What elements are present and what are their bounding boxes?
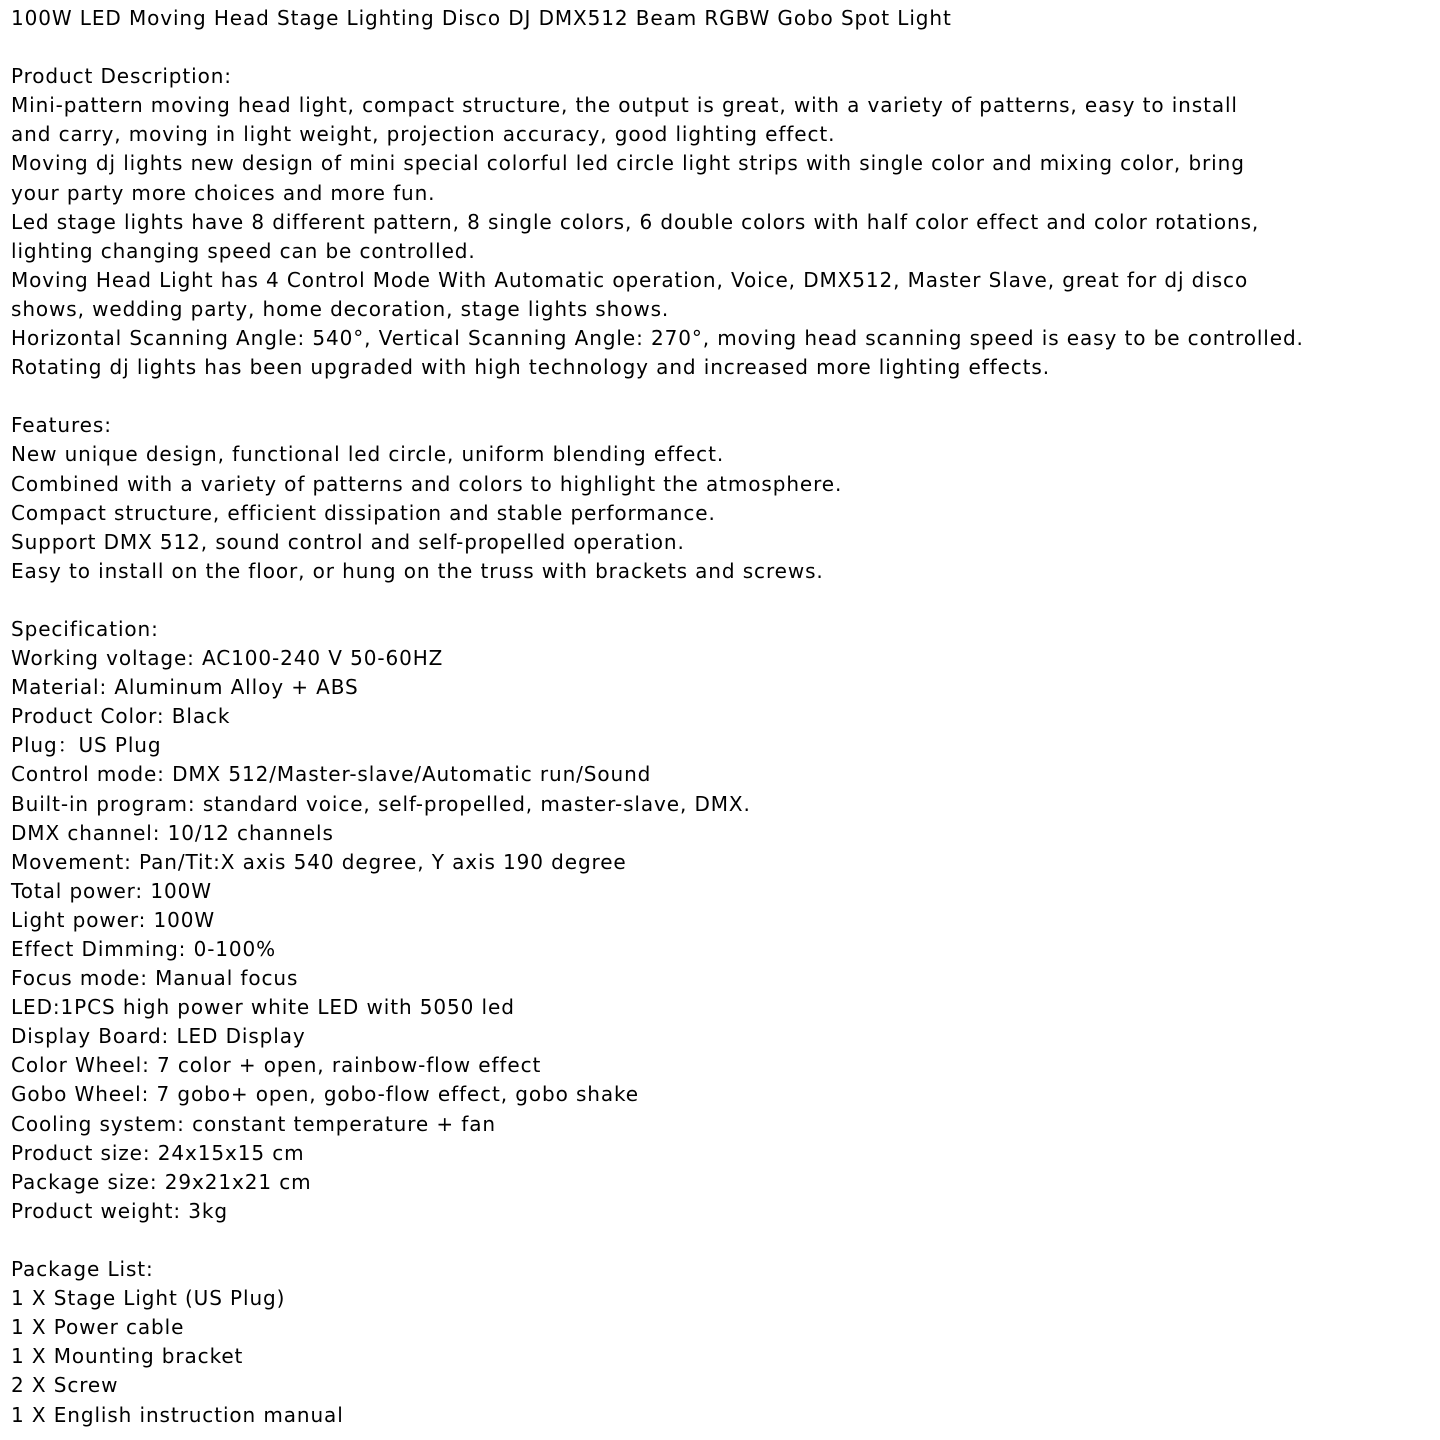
features-section — [11, 411, 1430, 586]
package-section — [11, 1255, 1430, 1430]
spec-line: Gobo Wheel: 7 gobo+ open, gobo-flow effect, gobo shake — [11, 1082, 640, 1107]
package-heading: Package List: — [11, 1257, 154, 1282]
spec-line: Light power: 100W — [11, 907, 216, 932]
spec-line: Plug：US Plug — [11, 733, 162, 758]
description-heading: Product Description: — [11, 64, 232, 89]
spec-line: LED:1PCS high power white LED with 5050 led — [11, 995, 515, 1020]
spec-line: Working voltage: AC100-240 V 50-60HZ — [11, 646, 444, 671]
description-line: lighting changing speed can be controlled. — [11, 238, 476, 263]
package-item: 1 X Stage Light (US Plug) — [11, 1286, 286, 1311]
description-line: your party more choices and more fun. — [11, 180, 436, 205]
description-line: Horizontal Scanning Angle: 540°, Vertical Scanning Angle: 270°, moving head scanning speed is easy to be controlled. — [11, 326, 1304, 351]
product-title: 100W LED Moving Head Stage Lighting Disco DJ DMX512 Beam RGBW Gobo Spot Light — [11, 6, 952, 30]
spec-line: Color Wheel: 7 color + open, rainbow-flow effect — [11, 1053, 542, 1078]
specification-section — [11, 615, 1430, 1226]
spec-line: Package size: 29x21x21 cm — [11, 1169, 312, 1194]
spacer — [11, 33, 1430, 62]
spacer — [11, 382, 1430, 411]
description-section — [11, 62, 1430, 382]
description-line: Moving dj lights new design of mini special colorful led circle light strips with single color and mixing color, bring — [11, 151, 1245, 176]
package-item: 1 X Mounting bracket — [11, 1344, 244, 1369]
spacer — [11, 1226, 1430, 1255]
description-line: Moving Head Light has 4 Control Mode With Automatic operation, Voice, DMX512, Master Slave, great for dj disco — [11, 267, 1249, 292]
spec-line: Focus mode: Manual focus — [11, 966, 299, 991]
spacer — [11, 586, 1430, 615]
spec-line: Effect Dimming: 0-100% — [11, 937, 277, 961]
feature-line: Compact structure, efficient dissipation and stable performance. — [11, 500, 716, 525]
description-line: Led stage lights have 8 different pattern, 8 single colors, 6 double colors with half color effect and color rotations, — [11, 209, 1260, 234]
package-item: 1 X English instruction manual — [11, 1402, 344, 1427]
description-line: Mini-pattern moving head light, compact structure, the output is great, with a variety of patterns, easy to install — [11, 93, 1238, 118]
feature-line: New unique design, functional led circle, uniform blending effect. — [11, 442, 725, 467]
spec-line: Display Board: LED Display — [11, 1024, 306, 1049]
feature-line: Support DMX 512, sound control and self-propelled operation. — [11, 529, 685, 554]
spec-line: Total power: 100W — [11, 878, 212, 903]
feature-line: Easy to install on the floor, or hung on the truss with brackets and screws. — [11, 558, 824, 583]
spec-line: Product weight: 3kg — [11, 1198, 228, 1223]
package-item: 1 X Power cable — [11, 1315, 185, 1340]
description-line: shows, wedding party, home decoration, stage lights shows. — [11, 296, 670, 321]
spec-line: Material: Aluminum Alloy + ABS — [11, 675, 359, 700]
description-line: and carry, moving in light weight, projection accuracy, good lighting effect. — [11, 122, 836, 147]
specification-heading: Specification: — [11, 616, 159, 641]
spec-line: Built-in program: standard voice, self-propelled, master-slave, DMX. — [11, 791, 751, 816]
spec-line: Product size: 24x15x15 cm — [11, 1140, 305, 1165]
feature-line: Combined with a variety of patterns and colors to highlight the atmosphere. — [11, 471, 843, 496]
spec-line: Movement: Pan/Tit:X axis 540 degree, Y axis 190 degree — [11, 849, 627, 874]
features-heading: Features: — [11, 413, 112, 438]
spec-line: Control mode: DMX 512/Master-slave/Automatic run/Sound — [11, 762, 652, 787]
spec-line: Product Color: Black — [11, 704, 231, 729]
package-item: 2 X Screw — [11, 1373, 119, 1398]
spec-line: Cooling system: constant temperature + fan — [11, 1111, 496, 1136]
description-line: Rotating dj lights has been upgraded with high technology and increased more lighting effects. — [11, 355, 1050, 380]
spec-line: DMX channel: 10/12 channels — [11, 820, 334, 845]
